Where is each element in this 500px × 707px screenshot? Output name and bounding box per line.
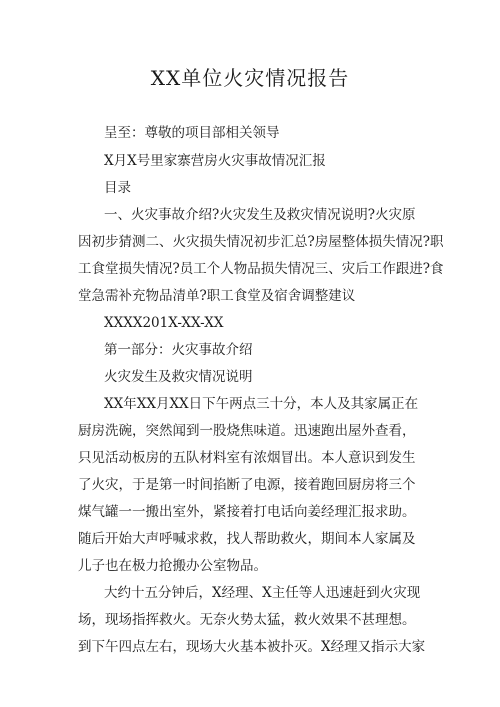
text-line-subsection-heading: 火灾发生及救灾情况说明 bbox=[104, 369, 253, 385]
text-line-toc-heading: 目录 bbox=[104, 180, 131, 196]
text-line: 到下午四点左右，现场大火基本被扑灭。X经理又指示大家 bbox=[78, 639, 426, 655]
text-line: 了火灾，于是第一时间掐断了电源，接着跑回厨房将三个 bbox=[78, 477, 416, 493]
text-line: 工食堂损失情况?员工个人物品损失情况三、灾后工作跟进?食 bbox=[78, 261, 444, 277]
text-line: XX年XX月XX日下午两点三十分，本人及其家属正在 bbox=[104, 396, 419, 412]
text-line-section-heading: 第一部分：火灾事故介绍 bbox=[104, 342, 253, 358]
text-line: 一、火灾事故介绍?火灾发生及救灾情况说明?火灾原 bbox=[104, 207, 416, 223]
text-line: 厨房洗碗，突然闻到一股烧焦味道。迅速跑出屋外查看， bbox=[78, 423, 416, 439]
document-title: XX单位火灾情况报告 bbox=[150, 66, 350, 90]
text-line-date: XXXX201X-XX-XX bbox=[104, 315, 224, 331]
text-line-salutation: 呈至：尊敬的项目部相关领导 bbox=[104, 125, 280, 141]
text-line: 只见活动板房的五队材料室有浓烟冒出。本人意识到发生 bbox=[78, 450, 416, 466]
text-line: 儿子也在极力抢搬办公室物品。 bbox=[78, 558, 267, 574]
text-line: 因初步猜测二、火灾损失情况初步汇总?房屋整体损失情况?职 bbox=[78, 234, 444, 250]
text-line-subject: X月X号里家寨营房火灾事故情况汇报 bbox=[104, 153, 326, 169]
text-line: 堂急需补充物品清单?职工食堂及宿舍调整建议 bbox=[78, 288, 356, 304]
text-line: 随后开始大声呼喊求救，找人帮助救火，期间本人家属及 bbox=[78, 531, 416, 547]
text-line: 大约十五分钟后，X经理、X主任等人迅速赶到火灾现 bbox=[104, 585, 421, 601]
text-line: 煤气罐一一搬出室外，紧接着打电话向姜经理汇报求助。 bbox=[78, 504, 416, 520]
text-line: 场，现场指挥救火。无奈火势太猛，救火效果不甚理想。 bbox=[78, 612, 416, 628]
